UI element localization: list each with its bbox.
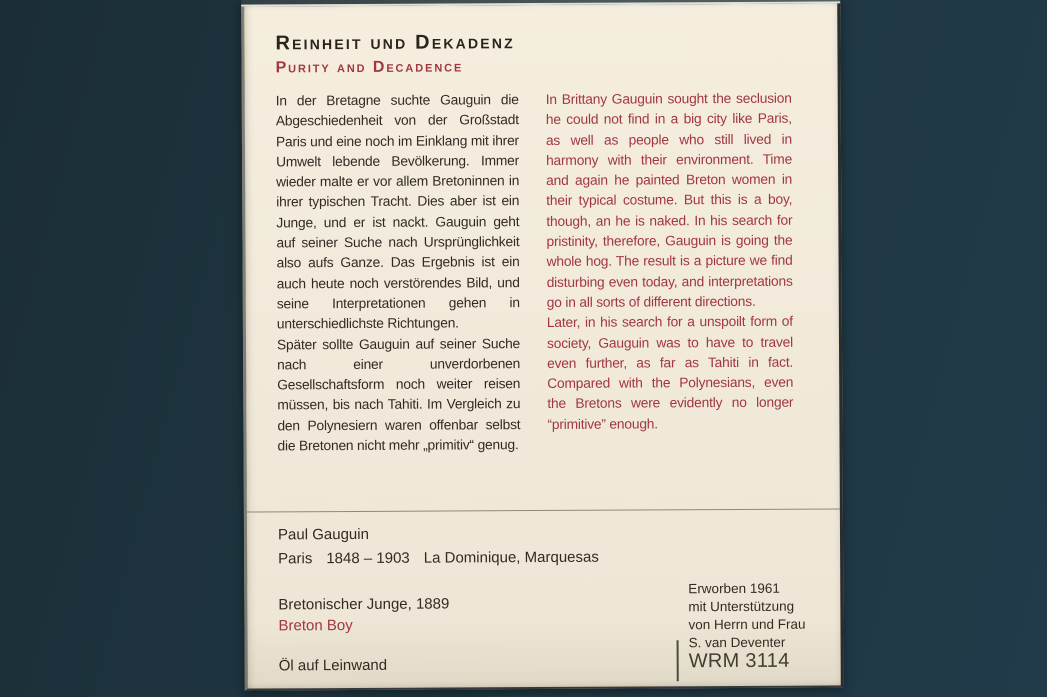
artwork-medium: Öl auf Leinwand xyxy=(278,656,388,675)
german-paragraph-2: Später sollte Gauguin auf seiner Suche nach einer unverdorbenen Gesellschaftsform noch weiter reisen müssen, bis nach Tahiti. Im Vergleich zu den Polynesiern waren offenbar selbst die Bretonen nicht mehr „primitiv“ genug. xyxy=(276,335,521,454)
acquisition-note: Erworben 1961 mit Unterstützung von Herrn und Frau S. van Deventer xyxy=(688,580,806,651)
label-header xyxy=(244,3,837,77)
column-gap xyxy=(519,90,548,510)
artist-birth-place: Paris xyxy=(278,550,313,568)
artwork-title-german: Bretonischer Junge, 1889 xyxy=(278,595,450,614)
artist-life-dates xyxy=(278,549,613,568)
inventory-separator-line xyxy=(677,640,679,681)
inventory-number: WRM 3114 xyxy=(688,649,790,673)
label-footer xyxy=(247,509,841,688)
museum-label-card xyxy=(241,3,844,690)
label-holder xyxy=(241,0,844,691)
english-paragraph-2: Later, in his search for a unspoilt form of society, Gauguin was to have to travel even further, as far as Tahiti in fact. Compared with the Polynesians, even the Bretons were evidently no longer “primitive” enough. xyxy=(546,313,794,432)
label-title-german: Reinheit und Dekadenz xyxy=(275,31,515,55)
english-text-column xyxy=(546,89,794,510)
label-title-english: Purity and Decadence xyxy=(275,58,464,77)
german-text-column xyxy=(276,90,521,511)
artist-name: Paul Gauguin xyxy=(277,525,369,544)
german-paragraph-1: In der Bretagne suchte Gauguin die Abgeschiedenheit von der Großstadt Paris und eine noch im Einklang mit ihrer Umwelt lebende Bevölkerung. Immer wieder malte er vor allem Bretoninnen in ihrer typischen Tracht. Dies aber ist ein Junge, und er ist nackt. Gauguin geht auf seiner Suche nach Ursprünglichkeit also aufs Ganze. Das Ergebnis ist ein auch heute noch verstörendes Bild, und seine Interpretationen gehen in unterschiedlichste Richtungen. xyxy=(275,92,520,332)
artwork-title-english: Breton Boy xyxy=(278,616,353,635)
english-paragraph-1: In Brittany Gauguin sought the seclusion he could not find in a big city like Paris, as well as people who still lived in harmony with their environment. Time and again he painted Breton women in their typical costume. But this is a boy, though, an he is naked. In his search for pristinity, therefore, Gauguin is going the whole hog. The result is a picture we find disturbing even today, and interpretations go in all sorts of different directions. xyxy=(545,90,793,310)
artist-years: 1848 – 1903 xyxy=(326,549,410,568)
artist-death-place: La Dominique, Marquesas xyxy=(423,548,599,567)
label-text-columns xyxy=(245,74,840,511)
